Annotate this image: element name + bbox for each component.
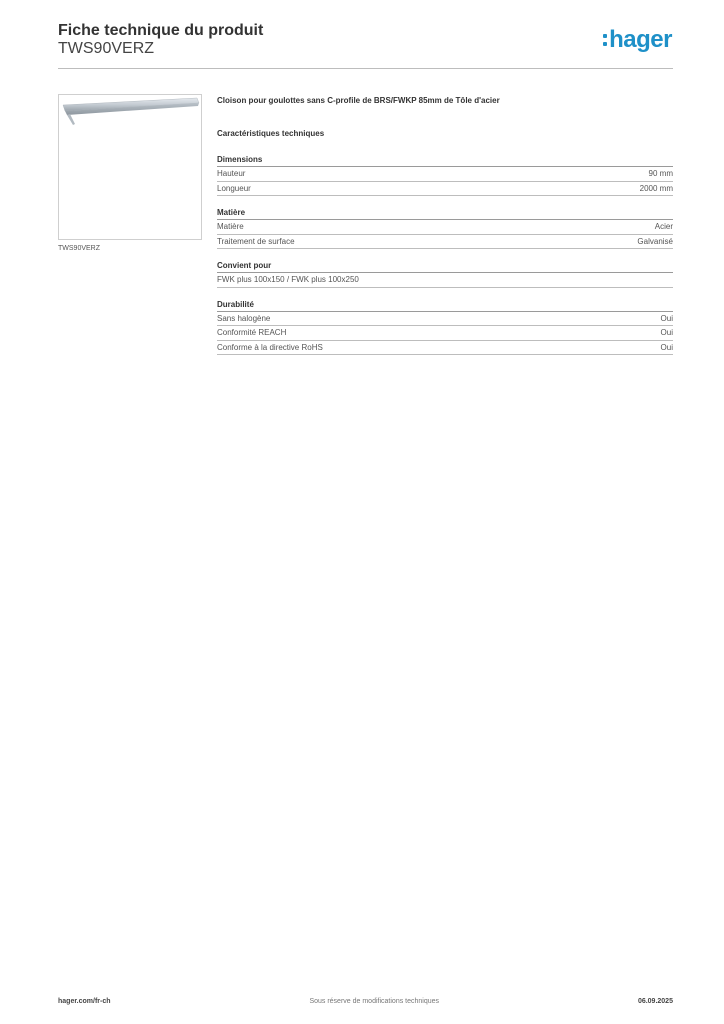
spec-value: Galvanisé [637, 236, 673, 246]
spec-row [217, 182, 673, 197]
group-title: Durabilité [217, 300, 673, 312]
spec-label: Sans halogène [217, 313, 271, 323]
spec-row [217, 312, 673, 327]
page-footer [58, 998, 673, 1005]
spec-value: 90 mm [648, 169, 673, 178]
footer-website: hager.com/fr-ch [58, 998, 111, 1005]
spec-value: Oui [660, 342, 673, 352]
logo-dots-icon [603, 30, 607, 50]
logo-text: hager [609, 26, 672, 53]
spec-group-dimensions [217, 155, 673, 196]
spec-label: Conformité REACH [217, 328, 287, 337]
spec-row [217, 220, 673, 235]
spec-row [217, 235, 673, 250]
product-image [58, 94, 202, 240]
product-description: Cloison pour goulottes sans C-profile de BRS/FWKP 85mm de Tôle d'acier [217, 96, 500, 105]
spec-label: Traitement de surface [217, 236, 295, 246]
spec-group-compatibility [217, 261, 673, 288]
spec-label: FWK plus 100x150 / FWK plus 100x250 [217, 275, 359, 284]
spec-value: 2000 mm [639, 183, 673, 193]
group-title: Convient pour [217, 261, 673, 273]
spec-value: Oui [660, 313, 673, 323]
spec-label: Longueur [217, 183, 251, 193]
spec-label: Matière [217, 222, 244, 231]
product-reference: TWS90VERZ [58, 40, 155, 57]
group-title: Matière [217, 208, 673, 220]
spec-value: Oui [660, 328, 673, 337]
header-divider [58, 68, 673, 69]
spec-value: Acier [654, 222, 673, 231]
spec-content [217, 96, 673, 367]
footer-disclaimer: Sous réserve de modifications techniques [309, 998, 440, 1005]
steel-partition-profile-icon [59, 95, 201, 239]
hager-logo [603, 26, 672, 54]
spec-row [217, 167, 673, 182]
footer-date: 06.09.2025 [637, 998, 673, 1005]
spec-label: Hauteur [217, 169, 246, 178]
spec-row [217, 326, 673, 341]
spec-group-material [217, 208, 673, 249]
page-title: Fiche technique du produit [58, 22, 264, 39]
spec-row [217, 341, 673, 356]
group-title: Dimensions [217, 155, 673, 167]
spec-label: Conforme à la directive RoHS [217, 342, 323, 352]
specs-heading: Caractéristiques techniques [217, 129, 325, 138]
image-caption: TWS90VERZ [58, 245, 101, 252]
spec-group-durability [217, 300, 673, 356]
spec-row [217, 273, 673, 288]
